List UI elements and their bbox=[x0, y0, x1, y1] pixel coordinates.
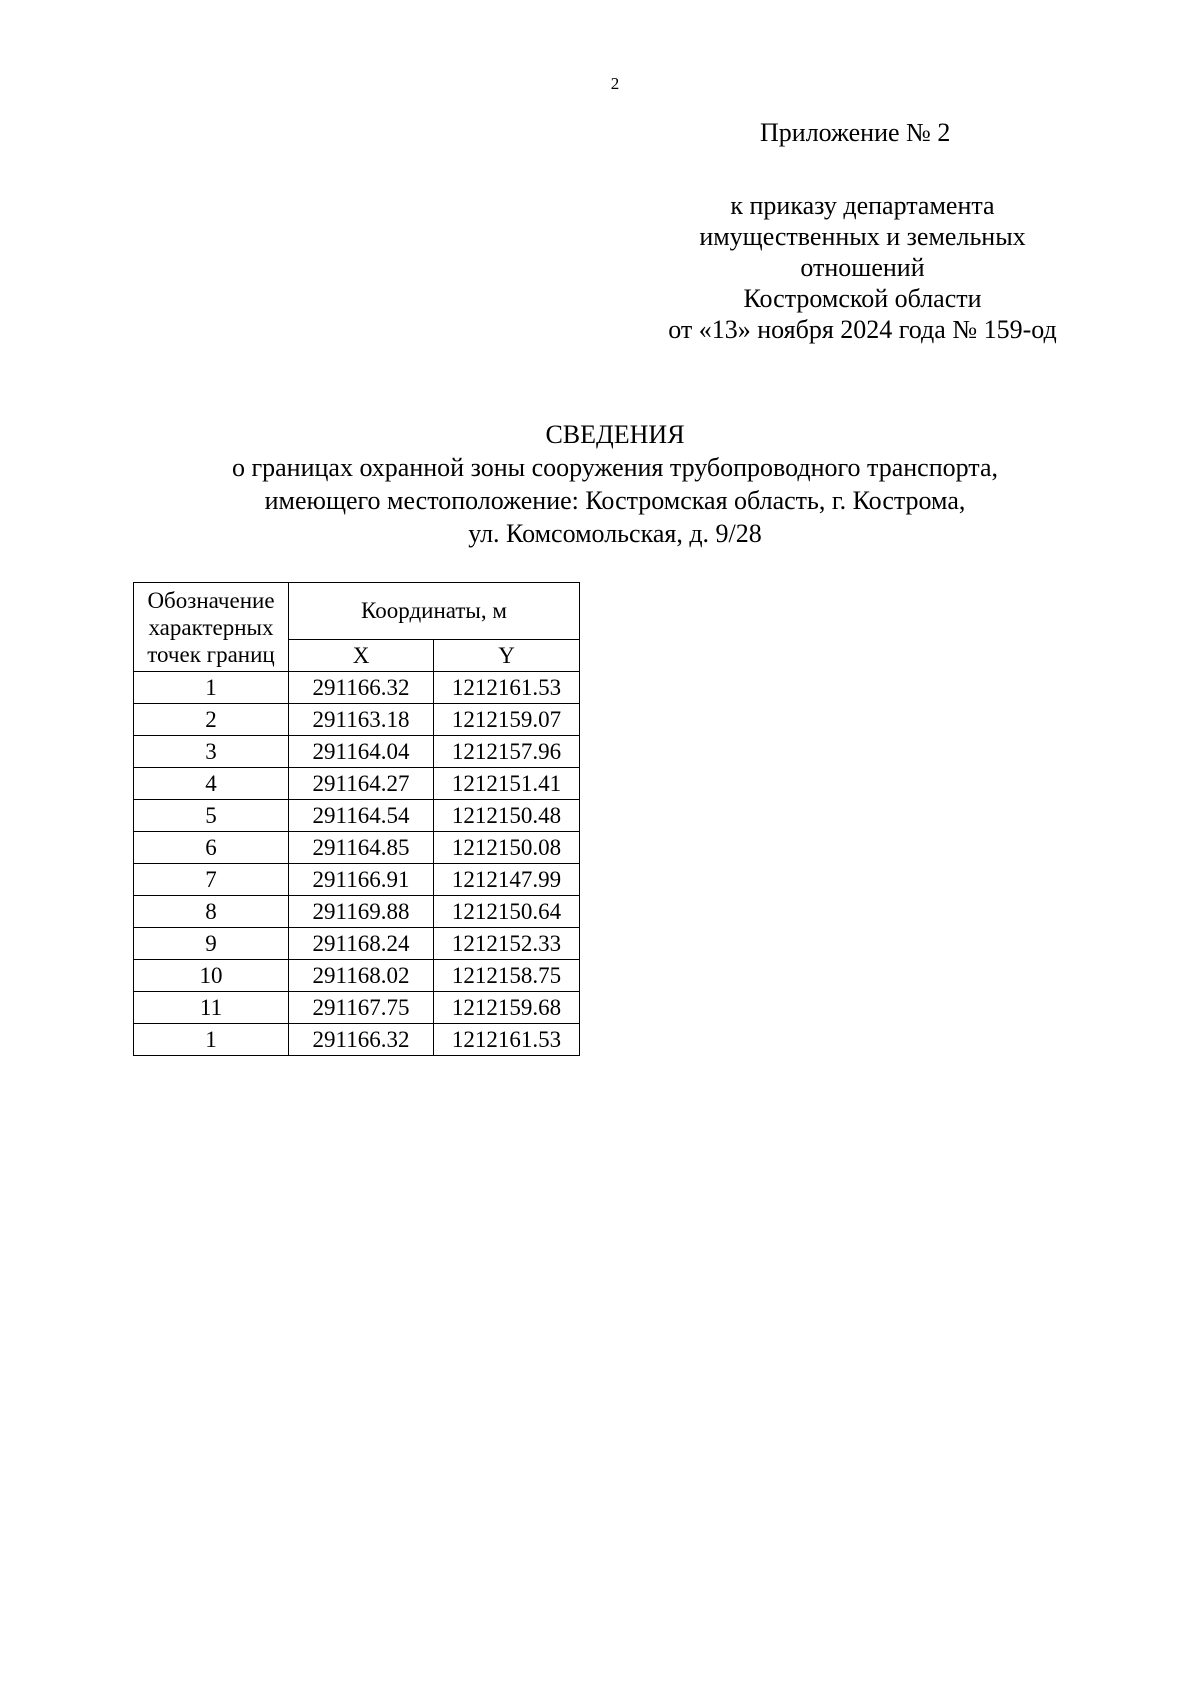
point-cell: 1 bbox=[134, 1024, 289, 1056]
x-cell: 291168.24 bbox=[289, 928, 434, 960]
x-cell: 291167.75 bbox=[289, 992, 434, 1024]
table-row bbox=[134, 896, 580, 928]
table-row bbox=[134, 736, 580, 768]
y-cell: 1212150.64 bbox=[434, 896, 580, 928]
x-header: X bbox=[289, 640, 434, 672]
order-line: Костромской области bbox=[743, 284, 982, 313]
y-cell: 1212150.08 bbox=[434, 832, 580, 864]
table-row bbox=[134, 992, 580, 1024]
point-cell: 9 bbox=[134, 928, 289, 960]
x-cell: 291169.88 bbox=[289, 896, 434, 928]
order-line: от «13» ноября 2024 года № 159-од bbox=[668, 315, 1057, 344]
document-heading bbox=[0, 418, 1200, 550]
point-cell: 6 bbox=[134, 832, 289, 864]
table-row bbox=[134, 672, 580, 704]
point-cell: 10 bbox=[134, 960, 289, 992]
point-header-line: Обозначение bbox=[147, 587, 275, 613]
x-cell: 291166.32 bbox=[289, 1024, 434, 1056]
x-cell: 291164.54 bbox=[289, 800, 434, 832]
y-cell: 1212159.68 bbox=[434, 992, 580, 1024]
table-row bbox=[134, 704, 580, 736]
table-row bbox=[134, 1024, 580, 1056]
y-cell: 1212157.96 bbox=[434, 736, 580, 768]
y-cell: 1212159.07 bbox=[434, 704, 580, 736]
table-header-row bbox=[134, 583, 580, 640]
order-line: отношений bbox=[800, 253, 925, 282]
table-row bbox=[134, 800, 580, 832]
y-cell: 1212147.99 bbox=[434, 864, 580, 896]
table-row bbox=[134, 864, 580, 896]
x-cell: 291164.04 bbox=[289, 736, 434, 768]
heading-line: о границах охранной зоны сооружения трубопроводного транспорта, bbox=[231, 453, 999, 482]
table-row bbox=[134, 960, 580, 992]
x-cell: 291164.85 bbox=[289, 832, 434, 864]
order-reference bbox=[600, 190, 1125, 345]
point-cell: 11 bbox=[134, 992, 289, 1024]
heading-line: имеющего местоположение: Костромская область, г. Кострома, bbox=[264, 486, 966, 515]
point-cell: 2 bbox=[134, 704, 289, 736]
point-cell: 8 bbox=[134, 896, 289, 928]
coordinates-table bbox=[133, 582, 580, 1056]
y-header: Y bbox=[434, 640, 580, 672]
order-line: к приказу департамента bbox=[730, 191, 995, 220]
point-cell: 7 bbox=[134, 864, 289, 896]
x-cell: 291164.27 bbox=[289, 768, 434, 800]
table-row bbox=[134, 768, 580, 800]
y-cell: 1212158.75 bbox=[434, 960, 580, 992]
table-row bbox=[134, 928, 580, 960]
y-cell: 1212161.53 bbox=[434, 1024, 580, 1056]
heading-line: ул. Комсомольская, д. 9/28 bbox=[468, 519, 762, 548]
point-header-line: характерных bbox=[148, 614, 274, 640]
y-cell: 1212151.41 bbox=[434, 768, 580, 800]
y-cell: 1212150.48 bbox=[434, 800, 580, 832]
page-number: 2 bbox=[610, 74, 620, 93]
point-header bbox=[134, 583, 289, 672]
table-row bbox=[134, 832, 580, 864]
x-cell: 291163.18 bbox=[289, 704, 434, 736]
x-cell: 291168.02 bbox=[289, 960, 434, 992]
x-cell: 291166.32 bbox=[289, 672, 434, 704]
heading-title: СВЕДЕНИЯ bbox=[545, 420, 685, 449]
appendix-title: Приложение № 2 bbox=[760, 118, 951, 147]
table-body bbox=[134, 672, 580, 1056]
point-cell: 5 bbox=[134, 800, 289, 832]
point-cell: 4 bbox=[134, 768, 289, 800]
point-cell: 3 bbox=[134, 736, 289, 768]
coordinates-header: Координаты, м bbox=[289, 583, 580, 640]
x-cell: 291166.91 bbox=[289, 864, 434, 896]
point-header-line: точек границ bbox=[147, 641, 275, 667]
order-line: имущественных и земельных bbox=[699, 222, 1026, 251]
y-cell: 1212152.33 bbox=[434, 928, 580, 960]
y-cell: 1212161.53 bbox=[434, 672, 580, 704]
point-cell: 1 bbox=[134, 672, 289, 704]
